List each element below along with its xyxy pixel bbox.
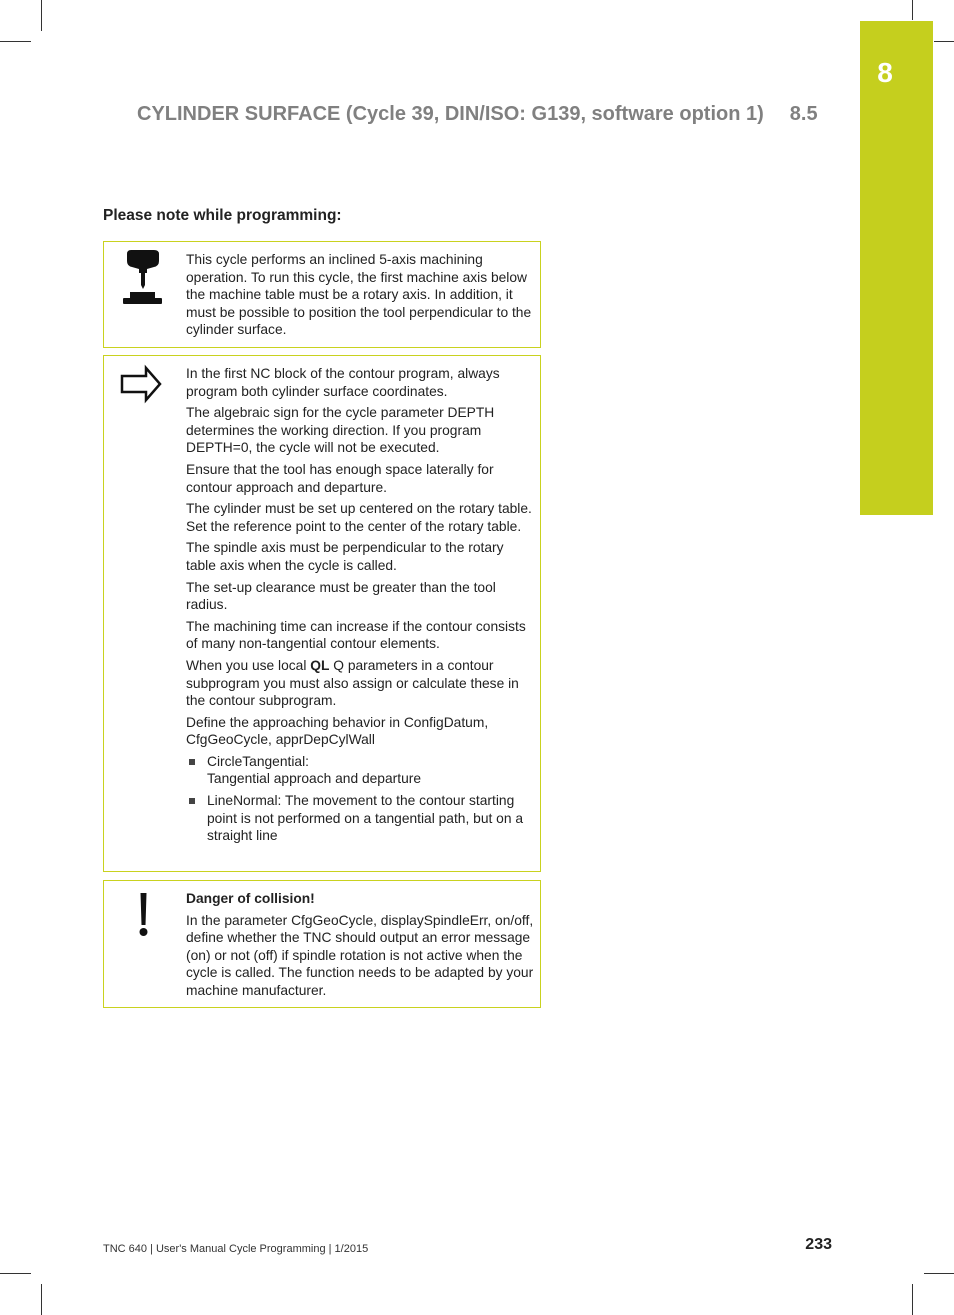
bullet-text: CircleTangential: [207,753,309,769]
bullet-square-icon [189,798,195,804]
chapter-tab [860,21,933,515]
bullet-text: LineNormal: The movement to the contour starting point is not performed on a tangential path, but on a straight line [207,793,524,844]
bullet-list [186,753,536,845]
tip-paragraph: Define the approaching behavior in ConfigDatum, CfgGeoCycle, apprDepCylWall [186,714,489,748]
tip-paragraph: In the first NC block of the contour program, always program both cylinder surface coordinates. [186,366,500,399]
note-machine-content [186,251,536,343]
tip-paragraph: The algebraic sign for the cycle parameter DEPTH determines the working direction. If you program DEPTH=0, the cycle will not be executed. [186,405,495,456]
section-heading: Please note while programming: [103,207,342,224]
note-text: This cycle performs an inclined 5-axis machining operation. To run this cycle, the first machine axis below the machine table must be a rotary axis. In addition, it must be possible to position the tool perpendicular to the cylinder surface. [186,252,532,338]
header-title: CYLINDER SURFACE (Cycle 39, DIN/ISO: G139, software option 1) [137,103,764,125]
running-header [137,103,837,126]
tip-paragraph: The set-up clearance must be greater than the tool radius. [186,579,496,613]
chapter-number: 8 [877,57,893,88]
tip-paragraph: The spindle axis must be perpendicular to the rotary table axis when the cycle is called. [186,540,504,573]
note-tips-content [186,365,536,849]
crop-mark [41,0,42,31]
crop-mark [912,1284,913,1315]
danger-text: In the parameter CfgGeoCycle, displaySpindleErr, on/off, define whether the TNC should output an error message (on) or not (off) if spindle rotation is not active when the cycle is called. The function needs to be adapted by your machine manufacturer. [186,912,534,998]
note-machine-box [103,241,541,348]
bullet-text: Tangential approach and departure [207,771,422,787]
list-item [186,753,536,788]
arrow-right-icon [104,356,184,871]
crop-mark [41,1284,42,1315]
page-number: 233 [805,1236,832,1253]
tip-paragraph-ql [186,657,536,710]
note-danger-box [103,880,541,1008]
crop-mark [0,1273,31,1274]
crop-mark [0,41,31,42]
note-danger-content [186,890,536,1004]
danger-title: Danger of collision! [186,891,315,906]
list-item [186,792,536,845]
exclamation-icon [104,881,184,1007]
ql-text-post: Q parameters in a contour subprogram you must also assign or calculate these in the contour subprogram. [186,657,519,709]
note-tips-box [103,355,541,872]
header-section: 8.5 [789,103,818,125]
bullet-square-icon [189,759,195,765]
machine-tool-icon [104,242,184,347]
footer-manual-title: TNC 640 | User's Manual Cycle Programming | 1/2015 [103,1243,369,1255]
tip-paragraph: The cylinder must be set up centered on the rotary table. Set the reference point to the center of the rotary table. [186,501,532,534]
ql-bold: QL [310,657,330,673]
crop-mark [924,1273,954,1274]
crop-mark [912,0,913,20]
ql-text-pre: When you use local [186,657,311,673]
crop-mark [934,41,954,42]
tip-paragraph: The machining time can increase if the contour consists of many non-tangential contour elements. [186,618,526,652]
tip-paragraph: Ensure that the tool has enough space laterally for contour approach and departure. [186,461,494,495]
